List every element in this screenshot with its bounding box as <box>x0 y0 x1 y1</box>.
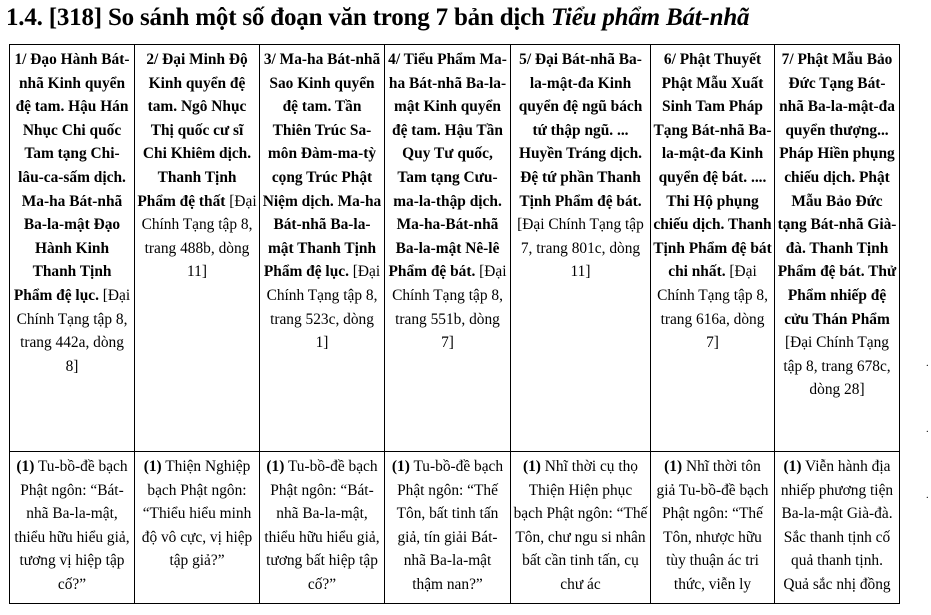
source-title: 5/ Đại Bát-nhã Ba-la-mật-đa Kinh quyển đệ ngũ bách tứ thập ngũ. ... Huyền Tráng dịch. Đệ tứ phần Thanh Tịnh Phẩm đệ bát. <box>518 51 643 210</box>
source-reference: [Đại Chính Tạng tập 8, trang 488b, dòng 11] <box>141 192 257 281</box>
margin-dot: · <box>925 361 929 372</box>
source-cell-1 <box>10 45 135 452</box>
comparison-table <box>9 44 900 604</box>
quote-number: (1) <box>522 458 541 475</box>
quote-cell-1 <box>10 452 135 604</box>
source-reference: [Đại Chính Tạng tập 7, trang 801c, dòng 11] <box>517 216 644 281</box>
source-reference: [Đại Chính Tạng tập 8, trang 442a, dòng 8] <box>16 286 131 375</box>
section-title-italic: Tiểu phẩm Bát-nhã <box>550 4 750 31</box>
source-title: 6/ Phật Thuyết Phật Mẫu Xuất Sinh Tam Pháp Tạng Bát-nhã Ba-la-mật-đa Kinh quyển đệ bát. .... Thi Hộ phụng chiếu dịch. Thanh Tịnh Phẩm đệ bát chi nhất. <box>653 51 772 281</box>
source-title: 7/ Phật Mẫu Bảo Đức Tạng Bát-nhã Ba-la-mật-đa quyển thượng... Pháp Hiền phụng chiếu dịch. Phật Mẫu Bảo Đức tạng Bát-nhã Già-đà. Thanh Tịnh Phẩm đệ bát. Thử Phẩm nhiếp đệ cửu Thán Phẩm <box>777 51 897 328</box>
quote-text: Viễn hành địa nhiếp phương tiện Ba-la-mật Già-đà. Sắc thanh tịnh cố quả thanh tịnh. Quả sắc nhị đồng <box>780 458 894 593</box>
source-cell-4 <box>385 45 511 452</box>
quote-cell-7 <box>775 452 900 604</box>
quote-text: Tu-bồ-đề bạch Phật ngôn: “Bát-nhã Ba-la-mật, thiểu hữu hiểu giả, tương bất hiệp tập cố?” <box>264 458 380 593</box>
quote-number: (1) <box>266 458 285 475</box>
source-title: 3/ Ma-ha Bát-nhã Sao Kinh quyển đệ tam. Tần Thiên Trúc Sa-môn Đàm-ma-tỳ cọng Trúc Phật Niệm dịch. Ma-ha Bát-nhã Ba-la-mật Thanh Tịnh Phẩm đệ lục. <box>262 51 382 281</box>
source-cell-5 <box>511 45 651 452</box>
quote-cell-4 <box>385 452 511 604</box>
margin-dot: · <box>925 427 929 438</box>
quote-text: Nhĩ thời tôn giả Tu-bồ-đề bạch Phật ngôn: “Thế Tôn, nhược hữu tùy thuận ác tri thức, viễn ly <box>656 458 769 593</box>
quote-cell-5 <box>511 452 651 604</box>
source-cell-6 <box>651 45 775 452</box>
source-reference: [Đại Chính Tạng tập 8, trang 551b, dòng 7] <box>392 263 507 352</box>
section-title <box>6 4 749 32</box>
source-reference: [Đại Chính Tạng tập 8, trang 523c, dòng 1] <box>266 263 381 352</box>
source-title: 1/ Đạo Hành Bát-nhã Kinh quyển đệ tam. Hậu Hán Nhục Chi quốc Tam tạng Chi-lâu-ca-sấm dịch. Ma-ha Bát-nhã Ba-la-mật Đạo Hành Kinh Thanh Tịnh Phẩm đệ lục. <box>13 51 130 304</box>
source-row <box>10 45 900 452</box>
quote-cell-3 <box>260 452 385 604</box>
quote-number: (1) <box>783 458 802 475</box>
margin-dot: · <box>925 493 929 504</box>
quote-number: (1) <box>664 458 683 475</box>
quote-cell-6 <box>651 452 775 604</box>
section-title-text: 1.4. [318] So sánh một số đoạn văn trong 7 bản dịch <box>6 4 551 31</box>
quote-text: Tu-bồ-đề bạch Phật ngôn: “Thế Tôn, bất tinh tấn giả, tín giải Bát-nhã Ba-la-mật thậm nan?” <box>396 458 504 593</box>
quote-text: Tu-bồ-đề bạch Phật ngôn: “Bát-nhã Ba-la-mật, thiểu hữu hiểu giả, tương vị hiệp tập cố?” <box>14 458 130 593</box>
source-cell-3 <box>260 45 385 452</box>
quote-row <box>10 452 900 604</box>
source-title: 2/ Đại Minh Độ Kinh quyển đệ tam. Ngô Nhục Thị quốc cư sĩ Chi Khiêm dịch. Thanh Tịnh Phẩm đệ thất <box>137 51 252 210</box>
quote-number: (1) <box>16 458 35 475</box>
quote-number: (1) <box>143 458 162 475</box>
source-title: 4/ Tiểu Phẩm Ma-ha Bát-nhã Ba-la-mật Kinh quyển đệ tam. Hậu Tần Quy Tư quốc, Tam tạng Cưu-ma-la-thập dịch. Ma-ha-Bát-nhã Ba-la-mật Nê-lê Phẩm đệ bát. <box>388 51 507 281</box>
quote-text: Nhĩ thời cụ thọ Thiện Hiện phục bạch Phật ngôn: “Thế Tôn, chư ngu si nhân bất cần tinh tấn, cụ chư ác <box>513 458 648 593</box>
source-reference: [Đại Chính Tạng tập 8, trang 678c, dòng 28] <box>783 334 891 399</box>
source-reference: [Đại Chính Tạng tập 8, trang 616a, dòng 7] <box>657 263 768 352</box>
source-cell-7 <box>775 45 900 452</box>
quote-text: Thiện Nghiệp bạch Phật ngôn: “Thiểu hiểu minh độ vô cực, vị hiệp tập giả?” <box>141 458 253 570</box>
quote-cell-2 <box>135 452 260 604</box>
source-cell-2 <box>135 45 260 452</box>
quote-number: (1) <box>391 458 410 475</box>
